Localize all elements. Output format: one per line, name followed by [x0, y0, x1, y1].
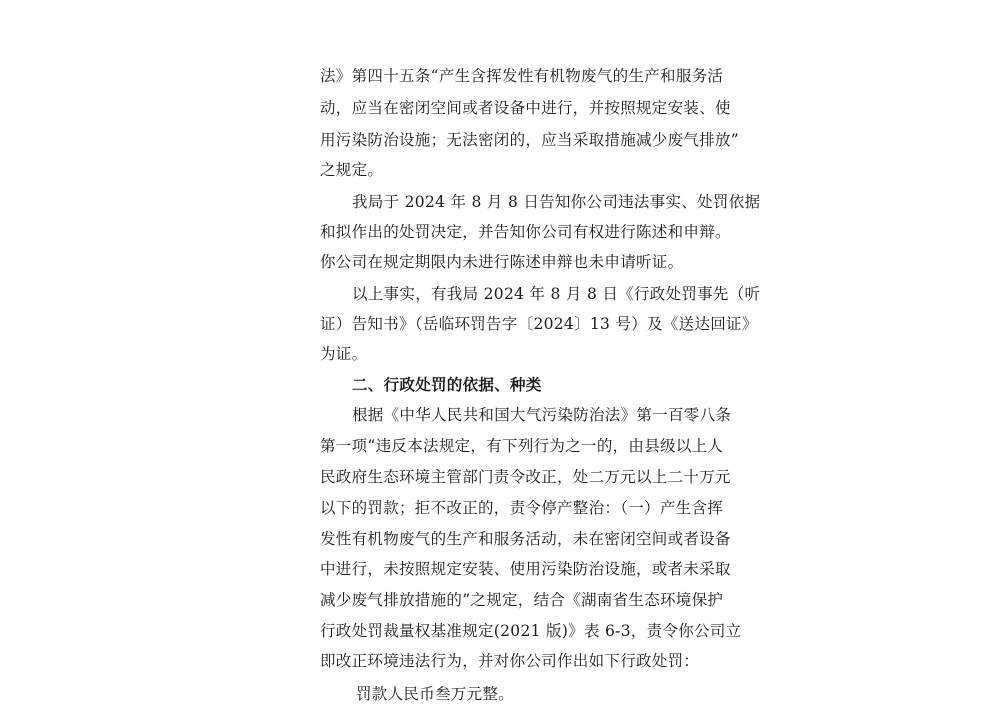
text-line: 法》第四十五条“产生含挥发性有机物废气的生产和服务活 [320, 67, 724, 85]
section-heading: 二、行政处罚的依据、种类 [352, 376, 542, 394]
text-line: 和拟作出的处罚决定，并告知你公司有权进行陈述和申辩。 [320, 223, 731, 241]
paragraph-first-line: 以上事实，有我局 2024 年 8 月 8 日《行政处罚事先（听 [352, 285, 761, 303]
text-line: 第一项“违反本法规定，有下列行为之一的，由县级以上人 [320, 437, 724, 455]
text-line: 你公司在规定期限内未进行陈述申辩也未申请听证。 [320, 253, 684, 271]
text-line: 民政府生态环境主管部门责令改正，处二万元以上二十万元 [320, 468, 731, 486]
text-line: 之规定。 [320, 161, 384, 179]
text-line: 中进行，未按照规定安装、使用污染防治设施，或者未采取 [320, 560, 731, 578]
paragraph-first-line: 我局于 2024 年 8 月 8 日告知你公司违法事实、处罚依据 [352, 193, 761, 211]
text-line: 为证。 [320, 345, 368, 363]
text-line: 动，应当在密闭空间或者设备中进行，并按照规定安装、使 [320, 99, 731, 117]
paragraph-first-line: 根据《中华人民共和国大气污染防治法》第一百零八条 [352, 406, 732, 424]
text-line: 证）告知书》（岳临环罚告字〔2024〕13 号）及《送达回证》 [320, 315, 758, 333]
document-page [280, 0, 761, 706]
text-line: 即改正环境违法行为，并对你公司作出如下行政处罚： [320, 652, 700, 670]
penalty-line: 罚款人民币叁万元整。 [356, 685, 515, 703]
text-line: 减少废气排放措施的”之规定，结合《湖南省生态环境保护 [320, 591, 724, 609]
text-line: 发性有机物废气的生产和服务活动，未在密闭空间或者设备 [320, 530, 731, 548]
text-line: 用污染防治设施；无法密闭的，应当采取措施减少废气排放” [320, 131, 740, 149]
text-line: 行政处罚裁量权基准规定(2021 版)》表 6-3，责令你公司立 [320, 622, 742, 640]
text-line: 以下的罚款；拒不改正的，责令停产整治：（一）产生含挥 [320, 499, 724, 517]
